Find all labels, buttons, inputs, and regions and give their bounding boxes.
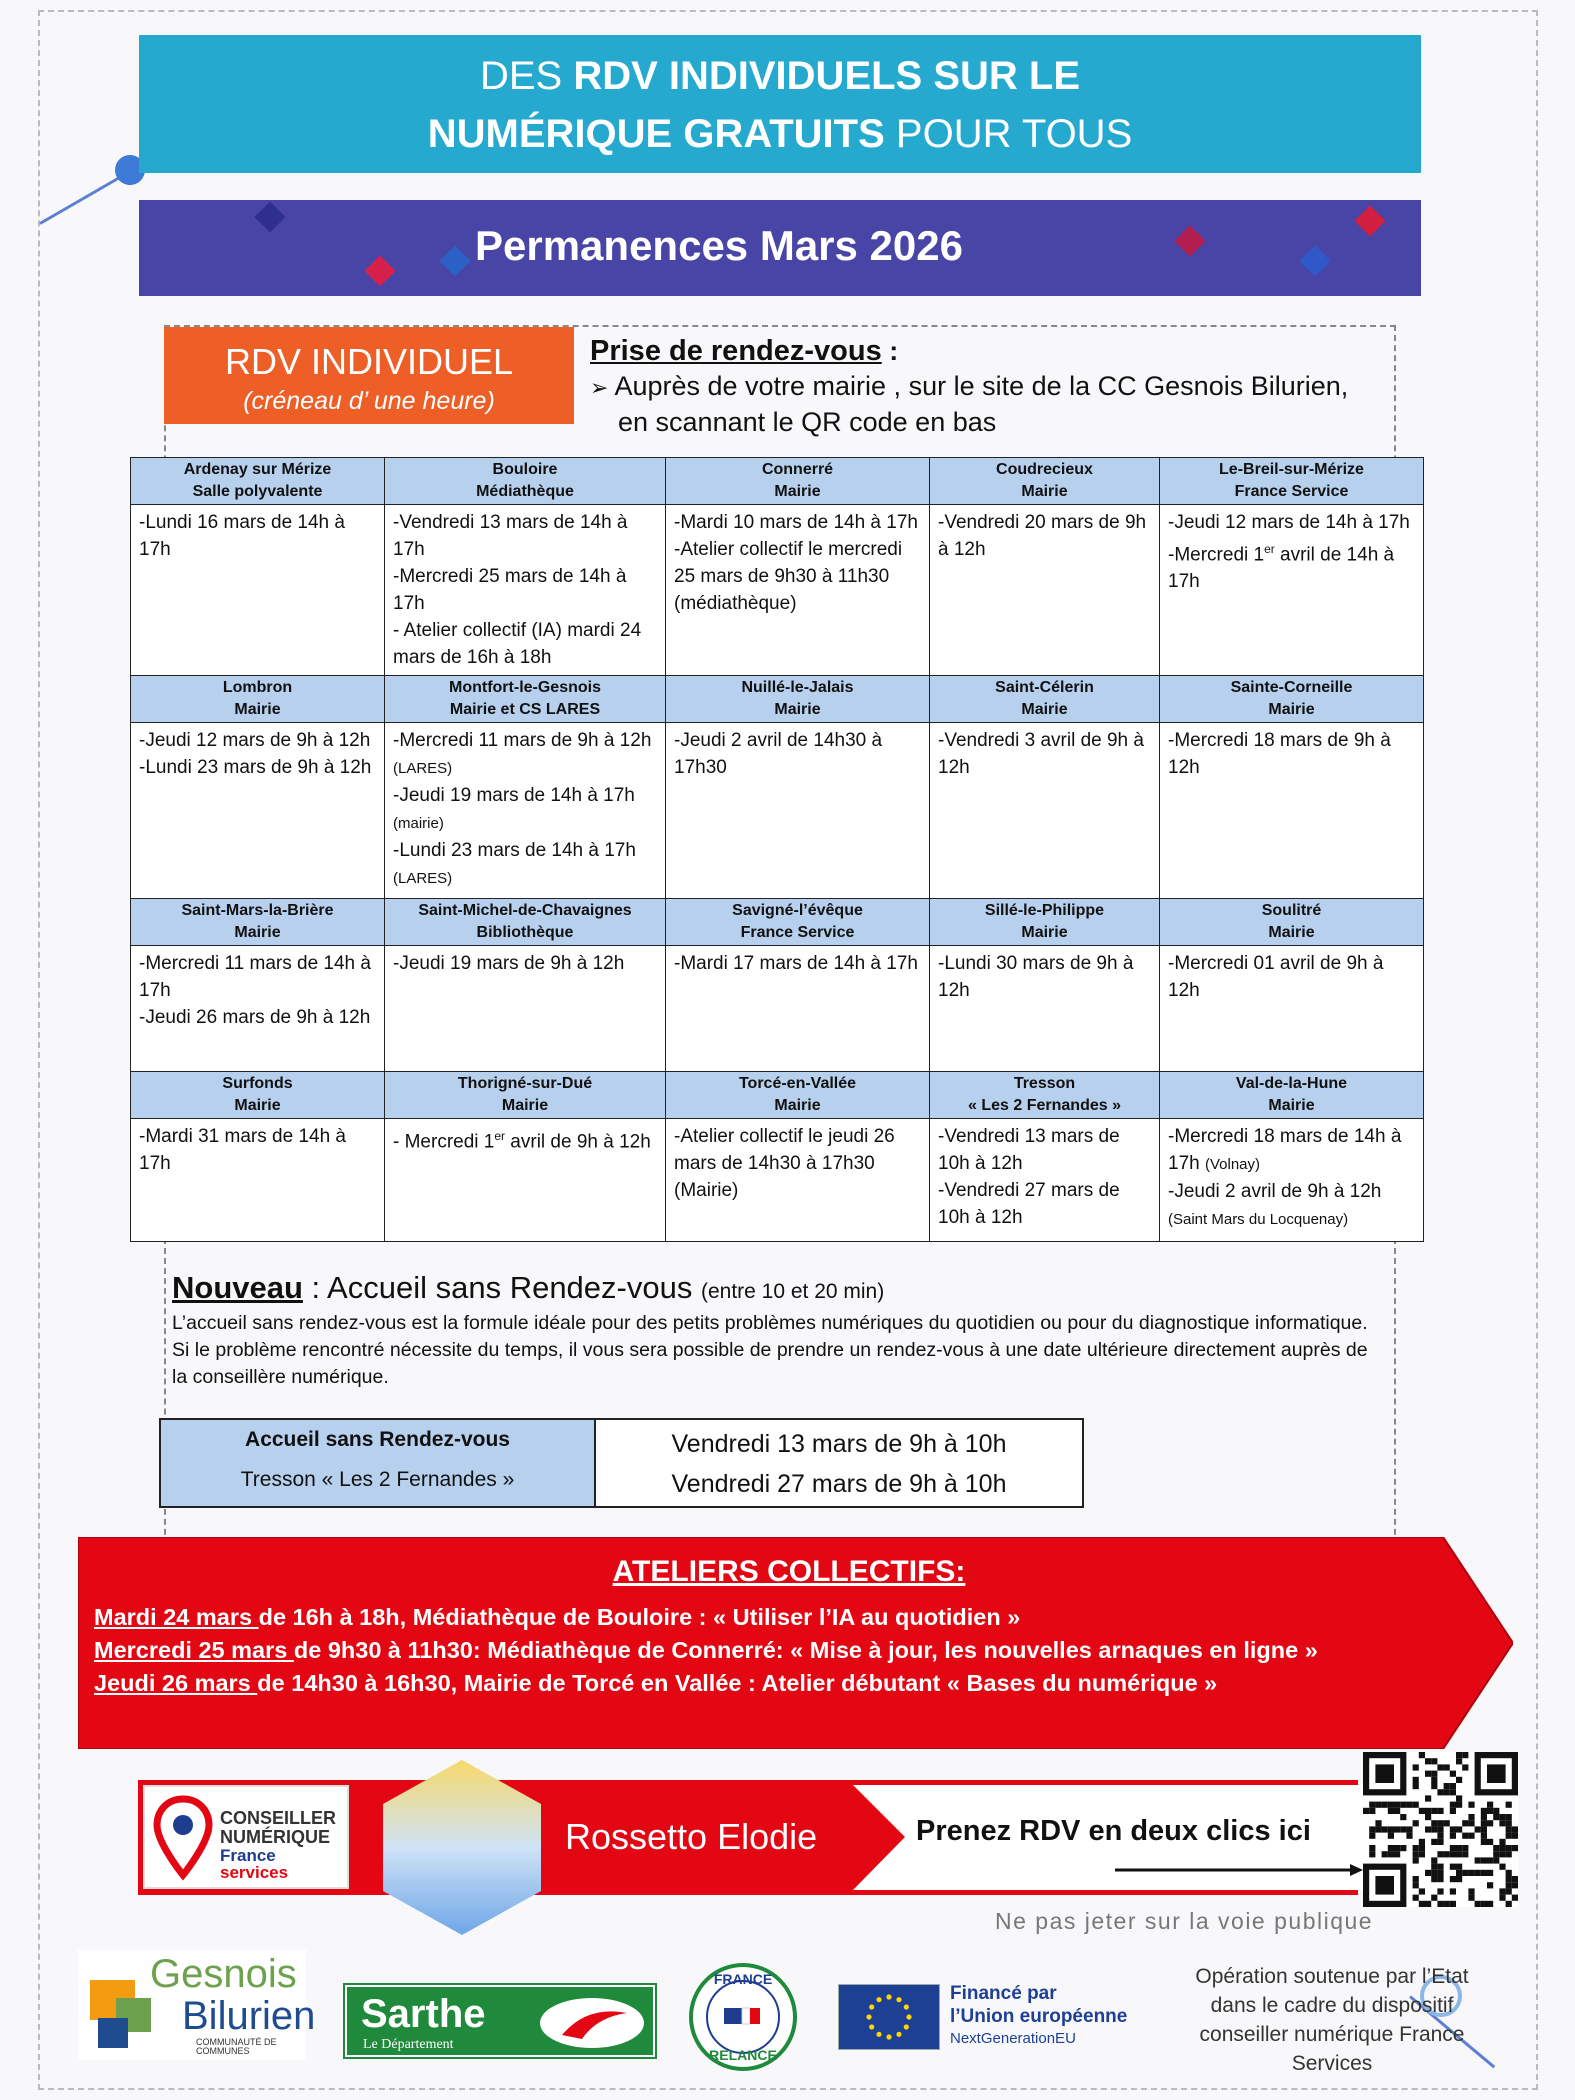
schedule-entry: -Mercredi 18 mars de 14h à 17h (Volnay) [1168, 1126, 1402, 1174]
soutenue-text: Opération soutenue par l’Etat dans le cadre du dispositif conseiller numérique France Services [1195, 1965, 1469, 2075]
atelier-row: Mardi 24 mars de 16h à 18h, Médiathèque de Bouloire : « Utiliser l’IA au quotidien » [94, 1604, 1021, 1630]
title-band [139, 200, 1421, 296]
schedule-entry: -Mercredi 25 mars de 14h à 17h [393, 566, 627, 614]
schedule-entry: -Jeudi 2 avril de 14h30 à 17h30 [674, 730, 883, 778]
commune-header: Coudrecieux Mairie [930, 458, 1160, 505]
schedule-header-row [131, 899, 1424, 946]
schedule-entry: -Mardi 17 mars de 14h à 17h [674, 953, 918, 974]
schedule-entry: -Atelier collectif le mercredi 25 mars de 9h30 à 11h30 (médiathèque) [674, 539, 903, 614]
deco-square [1299, 245, 1330, 276]
accueil-date: Vendredi 13 mars de 9h à 10h [671, 1430, 1007, 1458]
schedule-entry: - Atelier collectif (IA) mardi 24 mars de 16h à 18h [393, 620, 642, 668]
hexagon-decoration [383, 1760, 541, 1935]
accueil-place: Tresson « Les 2 Fernandes » [240, 1468, 515, 1491]
eu-flag-icon [838, 1984, 940, 2050]
nouveau-title: Nouveau [172, 1270, 303, 1305]
commune-header: Ardenay sur Mérize Salle polyvalente [131, 458, 385, 505]
commune-header: Montfort-le-Gesnois Mairie et CS LARES [385, 676, 666, 723]
schedule-entry: -Mercredi 11 mars de 9h à 12h (LARES) [393, 730, 652, 777]
schedule-entry: -Mercredi 1er avril de 14h à 17h [1168, 542, 1395, 593]
atelier-row: Jeudi 26 mars de 14h30 à 16h30, Mairie de Torcé en Vallée : Atelier débutant « Bases du numérique » [94, 1670, 1218, 1696]
map-pin-icon [153, 1795, 213, 1881]
schedule-entry: -Lundi 23 mars de 9h à 12h [139, 757, 372, 778]
svg-text:FRANCE: FRANCE [713, 1971, 773, 1987]
commune-header: Saint-Michel-de-Chavaignes Bibliothèque [385, 899, 666, 946]
schedule-entry: -Jeudi 19 mars de 9h à 12h [393, 953, 625, 974]
schedule-entry: -Vendredi 13 mars de 14h à 17h [393, 512, 628, 560]
rdv-sublabel: (créneau d’ une heure) [243, 387, 495, 415]
commune-header: Saint-Mars-la-Brière Mairie [131, 899, 385, 946]
schedule-entry: -Mercredi 01 avril de 9h à 12h [1168, 953, 1384, 1001]
ateliers-title: ATELIERS COLLECTIFS: [612, 1555, 966, 1588]
commune-header: Lombron Mairie [131, 676, 385, 723]
schedule-entry: -Mardi 31 mars de 14h à 17h [139, 1126, 346, 1174]
footer-note: Ne pas jeter sur la voie publique [995, 1908, 1374, 1934]
gesnois-bilurien-logo: Gesnois Bilurien COMMUNAUTÉ DE COMMUNES [78, 1950, 306, 2060]
commune-header: Val-de-la-Hune Mairie [1160, 1072, 1424, 1119]
commune-header: Nuillé-le-Jalais Mairie [666, 676, 930, 723]
france-relance-logo [688, 1962, 798, 2072]
commune-schedule [131, 1119, 385, 1242]
commune-header: Connerré Mairie [666, 458, 930, 505]
commune-schedule [131, 946, 385, 1072]
conseiller-logo: CONSEILLER NUMÉRIQUE France services [143, 1785, 349, 1889]
commune-schedule [1160, 946, 1424, 1072]
conseiller-name: Rossetto Elodie [565, 1816, 818, 1857]
rdv-label: RDV INDIVIDUEL [224, 341, 514, 382]
rdv-cta-link[interactable]: Prenez RDV en deux clics ici [916, 1815, 1311, 1847]
commune-header: Sillé-le-Philippe Mairie [930, 899, 1160, 946]
commune-schedule [666, 723, 930, 899]
commune-header: Tresson « Les 2 Fernandes » [930, 1072, 1160, 1119]
schedule-body-row [131, 505, 1424, 676]
commune-schedule [1160, 505, 1424, 676]
accueil-label: Accueil sans Rendez-vous [245, 1428, 510, 1451]
commune-schedule [930, 946, 1160, 1072]
nouveau-section: Nouveau : Accueil sans Rendez-vous (entre 10 et 20 min) L’accueil sans rendez-vous est la formule idéale pour des petits problèmes numériques du quotidien ou pour du diagnostique informatique. Si le problème rencontré nécessite du temps, il vous sera possible de prendre un rendez-vous à une date ultérieure directement auprès de la conseillère numérique. [172, 1270, 1382, 1391]
nouveau-text: L’accueil sans rendez-vous est la formule idéale pour des petits problèmes numériques du quotidien ou pour du diagnostique informatique. Si le problème rencontré nécessite du temps, il vous sera possible de prendre un rendez-vous à une date ultérieure directement auprès de la conseillère numérique. [172, 1312, 1368, 1388]
schedule-entry: -Lundi 16 mars de 14h à 17h [139, 512, 345, 560]
commune-header: Savigné-l’évêque France Service [666, 899, 930, 946]
commune-schedule [385, 1119, 666, 1242]
schedule-entry: -Jeudi 19 mars de 14h à 17h (mairie) [393, 785, 635, 832]
eu-logo: Financé par l’Union européenne NextGenerationEU [838, 1982, 1168, 2054]
schedule-entry: -Mardi 10 mars de 14h à 17h [674, 512, 918, 533]
schedule-body-row [131, 946, 1424, 1072]
schedule-entry: -Vendredi 13 mars de 10h à 12h [938, 1126, 1120, 1174]
commune-schedule [666, 946, 930, 1072]
prise-heading: Prise de rendez-vous [590, 335, 882, 367]
schedule-entry: -Lundi 23 mars de 14h à 17h (LARES) [393, 840, 636, 887]
schedule-table [130, 457, 1424, 1242]
commune-schedule [385, 723, 666, 899]
commune-schedule [385, 946, 666, 1072]
rdv-individuel-box [164, 327, 574, 424]
top-banner: DES RDV INDIVIDUELS SUR LE NUMÉRIQUE GRATUITS POUR TOUS [139, 35, 1421, 173]
commune-schedule [930, 1119, 1160, 1242]
schedule-entry: -Jeudi 2 avril de 9h à 12h (Saint Mars du Locquenay) [1168, 1181, 1382, 1228]
ateliers-banner [78, 1537, 1513, 1749]
commune-schedule [1160, 723, 1424, 899]
schedule-header-row [131, 1072, 1424, 1119]
schedule-entry: -Atelier collectif le jeudi 26 mars de 14h30 à 17h30 (Mairie) [674, 1126, 895, 1201]
commune-header: Saint-Célerin Mairie [930, 676, 1160, 723]
commune-schedule [930, 723, 1160, 899]
commune-schedule [666, 505, 930, 676]
schedule-entry: -Jeudi 26 mars de 9h à 12h [139, 1007, 371, 1028]
schedule-entry: -Mercredi 11 mars de 14h à 17h [139, 953, 371, 1001]
schedule-header-row [131, 458, 1424, 505]
sarthe-swoosh-icon [537, 1995, 647, 2051]
commune-header: Torcé-en-Vallée Mairie [666, 1072, 930, 1119]
svg-text:RELANCE: RELANCE [709, 2047, 777, 2063]
qr-code[interactable] [1363, 1752, 1518, 1907]
schedule-header-row [131, 676, 1424, 723]
arrow-icon: ➢ [590, 375, 609, 400]
commune-schedule [1160, 1119, 1424, 1242]
schedule-entry: - Mercredi 1er avril de 9h à 12h [393, 1129, 651, 1153]
schedule-entry: -Jeudi 12 mars de 14h à 17h [1168, 512, 1410, 533]
atelier-row: Mercredi 25 mars de 9h30 à 11h30: Médiathèque de Connerré: « Mise à jour, les nouvelles arnaques en ligne » [94, 1637, 1318, 1663]
arrow-right-icon [1115, 1862, 1365, 1878]
commune-header: Surfonds Mairie [131, 1072, 385, 1119]
schedule-entry: -Vendredi 3 avril de 9h à 12h [938, 730, 1144, 778]
commune-schedule [131, 723, 385, 899]
deco-square [1354, 205, 1385, 236]
accueil-date: Vendredi 27 mars de 9h à 10h [671, 1470, 1007, 1498]
sarthe-logo: Sarthe Le Département [345, 1985, 655, 2057]
commune-schedule [930, 505, 1160, 676]
commune-schedule [385, 505, 666, 676]
commune-schedule [131, 505, 385, 676]
commune-header: Sainte-Corneille Mairie [1160, 676, 1424, 723]
accueil-table [159, 1418, 1084, 1508]
schedule-entry: -Mercredi 18 mars de 9h à 12h [1168, 730, 1391, 778]
commune-header: Bouloire Médiathèque [385, 458, 666, 505]
commune-header: Soulitré Mairie [1160, 899, 1424, 946]
schedule-entry: -Jeudi 12 mars de 9h à 12h [139, 730, 371, 751]
commune-schedule [666, 1119, 930, 1242]
page-title: Permanences Mars 2026 [475, 222, 963, 269]
schedule-entry: -Vendredi 20 mars de 9h à 12h [938, 512, 1147, 560]
schedule-entry: -Vendredi 27 mars de 10h à 12h [938, 1180, 1120, 1228]
schedule-body-row [131, 723, 1424, 899]
schedule-body-row [131, 1119, 1424, 1242]
prise-rdv: Prise de rendez-vous : ➢ Auprès de votre mairie , sur le site de la CC Gesnois Bilurien, en scannant le QR code en bas [590, 335, 1349, 437]
commune-header: Thorigné-sur-Dué Mairie [385, 1072, 666, 1119]
commune-header: Le-Breil-sur-Mérize France Service [1160, 458, 1424, 505]
schedule-entry: -Lundi 30 mars de 9h à 12h [938, 953, 1134, 1001]
